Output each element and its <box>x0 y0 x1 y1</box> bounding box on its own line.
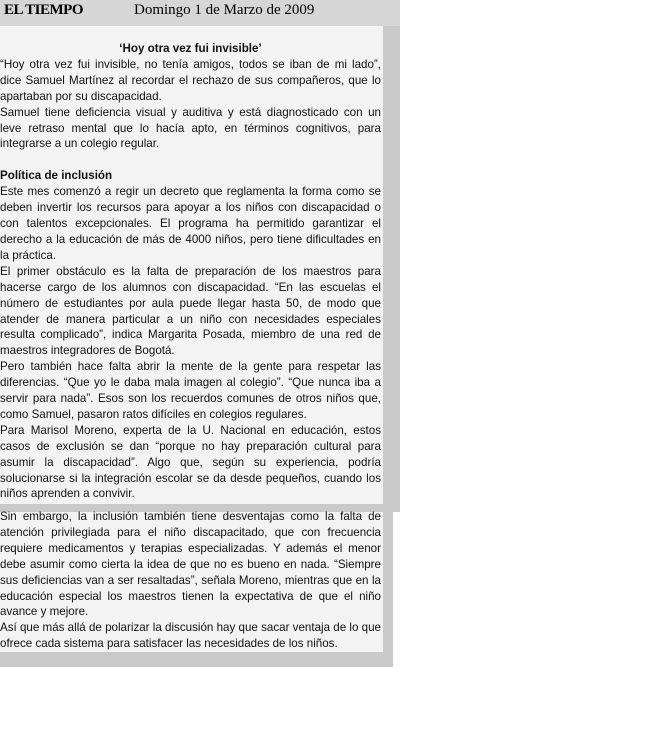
newspaper-header <box>0 0 400 26</box>
paragraph: Pero también hace falta abrir la mente de la gente para respetar las diferencias. “Que yo le daba mala imagen al colegio”. “Que nunca iba a servir para nada”. Esos son los recuerdos comunes de otros niños que, como Samuel, pasaron ratos difíciles en colegios regulares. <box>0 360 381 421</box>
paragraph: Para Marisol Moreno, experta de la U. Nacional en educación, estos casos de exclusión se dan “porque no hay preparación cultural para asumir la discapacidad”. Algo que, según su experiencia, podría solucionarse si la integración escolar se da desde pequeños, cuando los niños aprenden a convivir. <box>0 423 381 501</box>
article-body-upper <box>0 41 381 502</box>
article-title: ‘Hoy otra vez fui invisible’ <box>119 42 262 55</box>
paragraph: Así que más allá de polarizar la discusión hay que sacar ventaja de lo que ofrece cada sistema para satisfacer las necesidades de los niños. <box>0 621 381 651</box>
paragraph: Este mes comenzó a regir un decreto que reglamenta la forma como se deben invertir los recursos para apoyar a los niños con discapacidad o con talentos excepcionales. El programa ha permitido garantizar el derecho a la educación de más de 4000 niños, pero tiene dificultades en la práctica. <box>0 185 381 262</box>
publication-date: Domingo 1 de Marzo de 2009 <box>134 2 315 18</box>
paragraph: “Hoy otra vez fui invisible, no tenía amigos, todos se iban de mi lado”, dice Samuel Martínez al recordar el rechazo de sus compañeros, que lo apartaban por su discapacidad. <box>0 57 381 103</box>
spacer <box>0 152 381 168</box>
article-body-lower <box>0 509 381 652</box>
paragraph: Sin embargo, la inclusión también tiene desventajas como la falta de atención privilegiada para el niño discapacitado, que con frecuencia requiere medicamentos y terapias especializadas. Y además el menor debe asumir como cierta la idea de que no es bueno en nada. “Siempre sus deficiencias van a ser resaltadas”, señala Moreno, mientras que en la educación especial los maestros tienen la expectativa de que el niño avance y mejore. <box>0 510 381 619</box>
section-heading: Política de inclusión <box>0 169 113 183</box>
paragraph: Samuel tiene deficiencia visual y auditiva y está diagnosticado con un leve retraso mental que lo hacía apto, en términos cognitivos, para integrarse a un colegio regular. <box>0 105 381 151</box>
paragraph: El primer obstáculo es la falta de preparación de los maestros para hacerse cargo de los alumnos con discapacidad. “En las escuelas el número de estudiantes por aula puede llegar hasta 50, de modo que atender de manera particular a un niño con necesidades especiales resulta complicado”, indica Margarita Posada, miembro de una red de maestros integradores de Bogotá. <box>0 264 381 358</box>
newspaper-name: EL TIEMPO <box>4 2 83 18</box>
